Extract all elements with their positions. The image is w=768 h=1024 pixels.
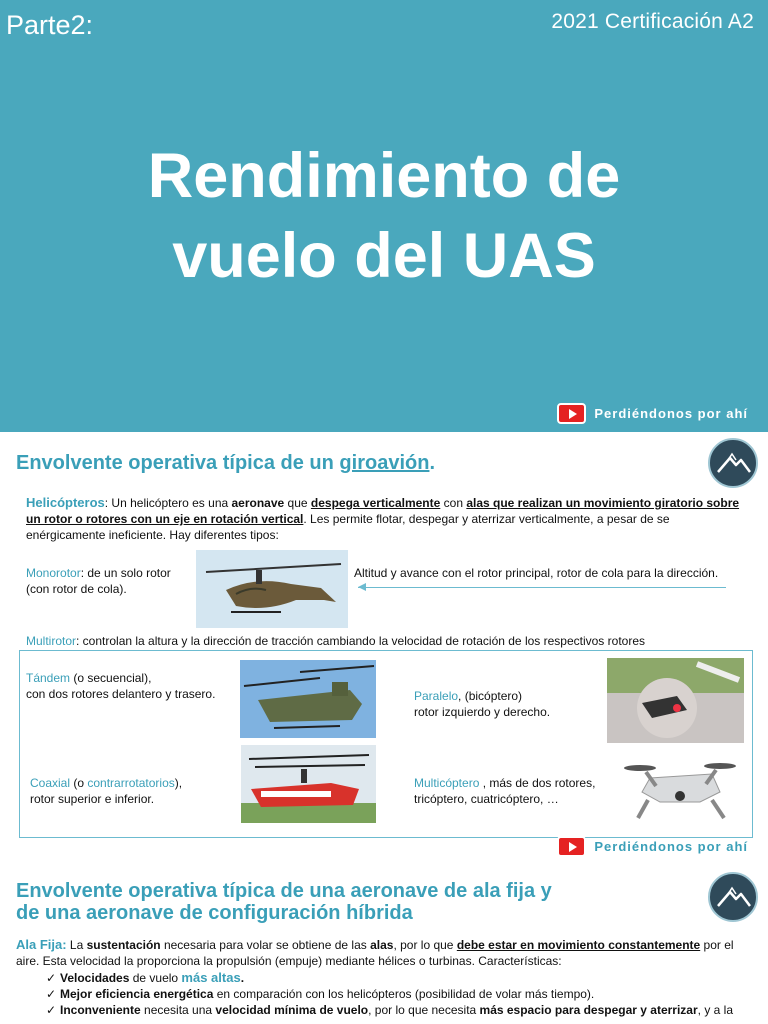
- intro-text-1: : Un helicóptero es una: [104, 496, 232, 510]
- tandem-line2: con dos rotores delantero y trasero.: [26, 687, 216, 701]
- bullet-3-text: necesita una: [140, 1003, 216, 1017]
- fixed-wing-term: Ala Fija:: [16, 937, 67, 952]
- bullet-item: [46, 986, 756, 1002]
- quadcopter-drone-image: [620, 752, 742, 826]
- channel-link-2[interactable]: [557, 836, 748, 857]
- fw-text-3: , por lo que: [393, 938, 457, 952]
- multicoptero-text: , más de dos rotores,: [479, 776, 596, 790]
- intro-text-3: con: [440, 496, 467, 510]
- intro-underline-1: despega verticalmente: [310, 496, 441, 510]
- channel-name: Perdiéndonos por ahí: [594, 406, 748, 421]
- bullet-1-highlight: más altas: [181, 970, 241, 985]
- paralelo-line2: rotor izquierdo y derecho.: [414, 705, 551, 719]
- coaxial-paren-close: ),: [174, 776, 183, 790]
- bicopter-image: [607, 658, 744, 743]
- monorotor-text-2: (con rotor de cola).: [26, 582, 127, 596]
- intro-text-2: que: [284, 496, 311, 510]
- certification-label: 2021 Certificación A2: [551, 10, 754, 33]
- tandem-label: Tándem: [26, 671, 71, 685]
- bullet-1-end: .: [240, 971, 245, 985]
- bullet-3-bold-3: más espacio para despegar y aterrizar: [479, 1003, 698, 1017]
- coaxial-label: Coaxial: [30, 776, 71, 790]
- bullet-1-text: de vuelo: [129, 971, 182, 985]
- fw-text-4: por el aire. Esta velocidad la proporciona la propulsión (empuje) mediante hélices o turbinas. Características:: [16, 938, 734, 968]
- multicoptero-desc: [414, 775, 614, 807]
- bullet-1-bold: Velocidades: [60, 971, 130, 985]
- section1-title-text: Envolvente operativa típica de un: [16, 452, 340, 474]
- multirotor-text: : controlan la altura y la dirección de tracción cambiando la velocidad de rotación de los respectivos rotores: [76, 634, 645, 648]
- bullet-item: [46, 970, 756, 986]
- mountain-badge-icon: [708, 872, 758, 922]
- tandem-desc: [26, 670, 241, 702]
- bullet-2-text: en comparación con los helicópteros (posibilidad de volar más tiempo).: [213, 987, 595, 1001]
- section1-title: [16, 452, 435, 474]
- coaxial-desc: [30, 775, 230, 807]
- intro-text-4: . Les permite flotar, despegar y aterrizar verticalmente, a pesar de se enérgicamente ineficiente. Hay diferentes tipos:: [26, 512, 670, 542]
- paralelo-desc: [414, 688, 604, 720]
- multicoptero-line2: tricóptero, cuatricóptero, …: [414, 792, 559, 806]
- coaxial-alt: contrarrotatorios: [87, 776, 175, 790]
- channel-link[interactable]: [557, 403, 748, 424]
- helicopter-intro: [26, 495, 746, 543]
- fixed-wing-bullets: [46, 970, 756, 1018]
- monorotor-text: : de un solo rotor: [80, 566, 171, 580]
- arrow-line: [358, 587, 726, 588]
- mountain-badge-icon: [708, 438, 758, 488]
- cover-title: [0, 136, 768, 296]
- bullet-3-text-3: , y a la: [697, 1003, 734, 1017]
- checkmark-icon: ✓: [46, 987, 57, 1001]
- coaxial-paren-open: (o: [70, 776, 88, 790]
- monorotor-helicopter-image: [196, 550, 348, 628]
- fw-bold-2: alas: [370, 938, 394, 952]
- cover-slide: [0, 0, 768, 432]
- cover-title-line1: Rendimiento de: [147, 141, 621, 211]
- cover-title-line2: vuelo del UAS: [172, 221, 596, 291]
- paralelo-text: , (bicóptero): [458, 689, 523, 703]
- multicoptero-label: Multicóptero: [414, 776, 480, 790]
- section2-title-line1: Envolvente operativa típica de una aeronave de ala fija y: [16, 880, 552, 902]
- monorotor-note: Altitud y avance con el rotor principal, rotor de cola para la dirección.: [354, 566, 719, 580]
- coaxial-line2: rotor superior e inferior.: [30, 792, 155, 806]
- bullet-3-bold: Inconveniente: [60, 1003, 141, 1017]
- monorotor-label: Monorotor: [26, 566, 81, 580]
- multirotor-label: Multirotor: [26, 634, 77, 648]
- tandem-paren-open: (o: [70, 671, 88, 685]
- arrow-left-icon: [358, 583, 366, 591]
- fw-underline-1: debe estar en movimiento constantemente: [456, 938, 701, 952]
- fw-text-1: La: [66, 938, 87, 952]
- youtube-icon: [557, 836, 586, 857]
- multirotor-desc: [26, 633, 756, 649]
- intro-bold-1: aeronave: [231, 496, 285, 510]
- fw-bold-1: sustentación: [86, 938, 161, 952]
- channel-name-2: Perdiéndonos por ahí: [594, 839, 748, 854]
- youtube-icon: [557, 403, 586, 424]
- intro-underline-2: alas que realizan un movimiento giratorio sobre un rotor o rotores con un eje en rotación vertical: [26, 496, 740, 526]
- tandem-alt: secuencial: [87, 671, 145, 685]
- coaxial-helicopter-image: [241, 745, 376, 823]
- monorotor-desc: [26, 565, 196, 597]
- tandem-paren-close: ),: [144, 671, 152, 685]
- bullet-2-bold: Mejor eficiencia energética: [60, 987, 214, 1001]
- section1-title-end: .: [429, 452, 435, 474]
- section2-title-line2: de una aeronave de configuración híbrida: [16, 902, 413, 924]
- bullet-3-text-2: , por lo que necesita: [368, 1003, 480, 1017]
- checkmark-icon: ✓: [46, 1003, 57, 1017]
- bullet-3-bold-2: velocidad mínima de vuelo: [215, 1003, 369, 1017]
- tandem-helicopter-image: [240, 660, 376, 738]
- section2-title: [16, 880, 552, 924]
- helicopter-term: Helicópteros: [26, 495, 105, 510]
- fixed-wing-intro: [16, 937, 752, 969]
- checkmark-icon: ✓: [46, 971, 57, 985]
- fw-text-2: necesaria para volar se obtiene de las: [160, 938, 371, 952]
- part-label: Parte2:: [6, 10, 94, 40]
- section1-title-link: giroavión: [339, 452, 430, 474]
- paralelo-label: Paralelo: [414, 689, 459, 703]
- bullet-item: [46, 1002, 756, 1018]
